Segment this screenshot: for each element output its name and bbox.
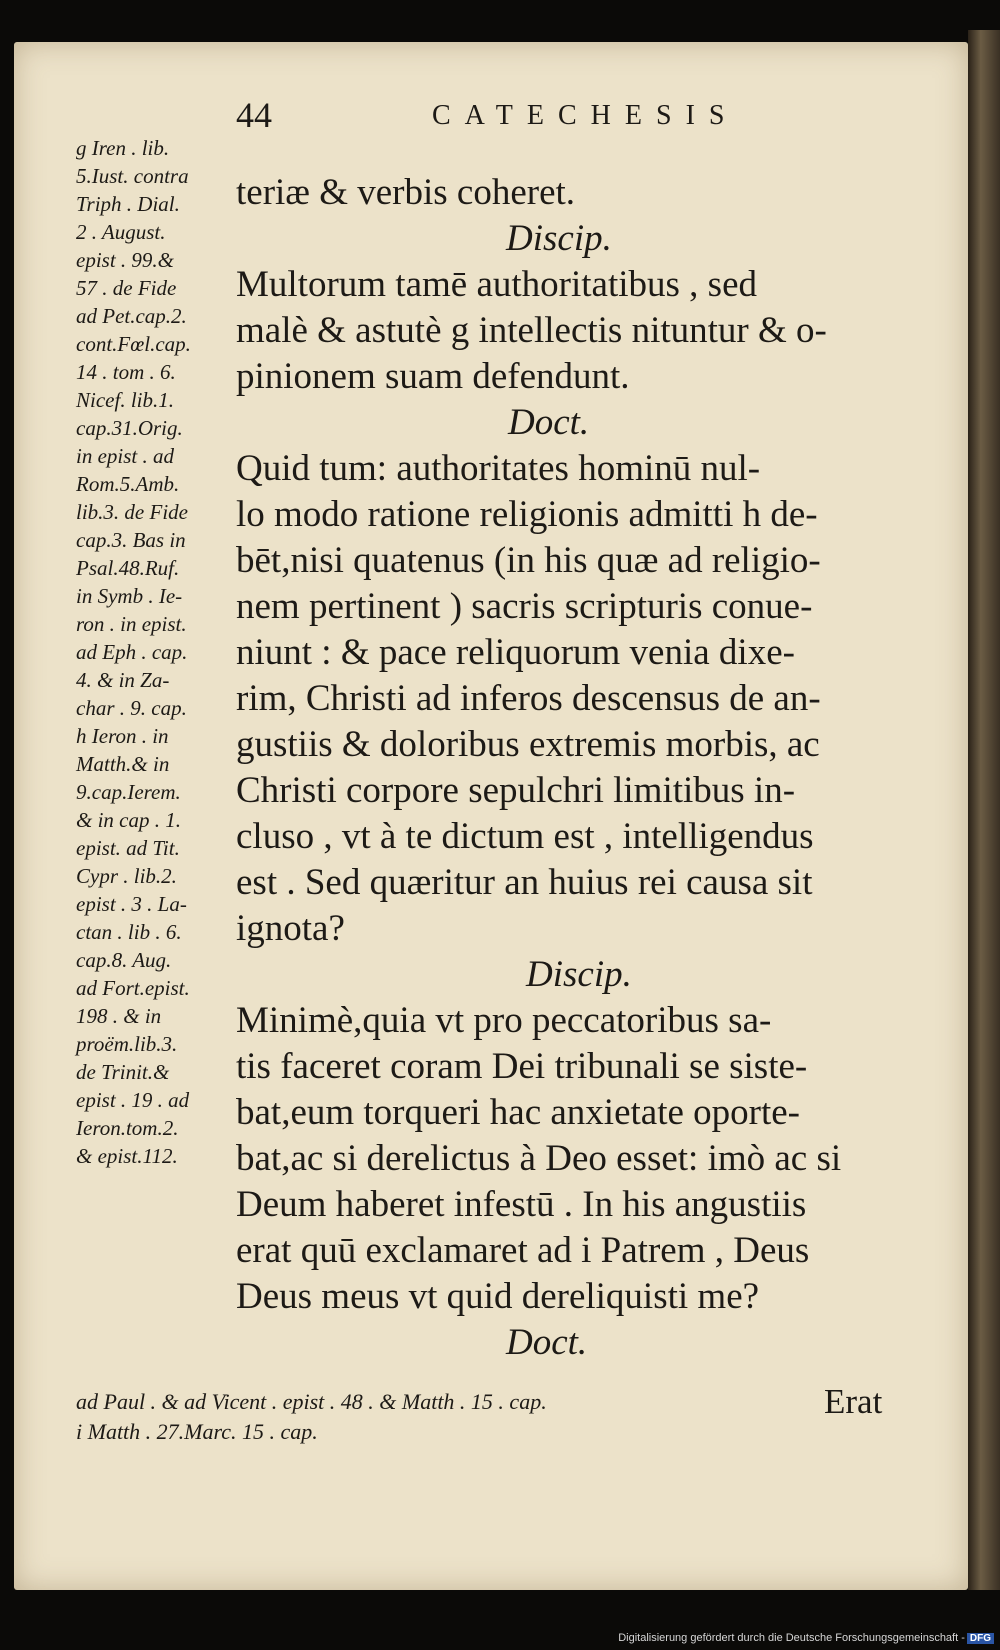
margin-note-line: epist . 19 . ad [76,1088,190,1112]
text-line: malè & astutè g intellectis nituntur & o- [236,310,827,351]
text-line: erat quū exclamaret ad i Patrem , Deus [236,1230,810,1271]
text-line: Deus meus vt quid dereliquisti me? [236,1276,760,1317]
text-line: bēt,nisi quatenus (in his quæ ad religio- [236,540,821,581]
margin-note-line: ad Eph . cap. [76,640,188,664]
text-line: Deum haberet infestū . In his angustiis [236,1184,807,1225]
text-line: lo modo ratione religionis admitti h de- [236,494,818,535]
margin-note-line: 198 . & in [76,1004,162,1028]
margin-note-line: 57 . de Fide [76,276,177,300]
text-line: niunt : & pace reliquorum venia dixe- [236,632,795,673]
running-title: CATECHESIS [432,100,739,131]
text-line: Minimè,quia vt pro peccatoribus sa- [236,1000,772,1041]
margin-note-line: Ieron.tom.2. [76,1116,179,1140]
text-line: gustiis & doloribus extremis morbis, ac [236,724,820,765]
margin-note-line: epist . 99.& [76,248,174,272]
text-line: bat,eum torqueri hac anxietate oporte- [236,1092,800,1133]
margin-note-line: ron . in epist. [76,612,187,636]
margin-note-line: ad Pet.cap.2. [76,304,187,328]
margin-note-line: Matth.& in [76,752,170,776]
text-line: cluso , vt à te dictum est , intelligendus [236,816,814,857]
text-line: Christi corpore sepulchri limitibus in- [236,770,796,811]
margin-note-line: lib.3. de Fide [76,500,188,524]
footnote-line: i Matth . 27.Marc. 15 . cap. [76,1419,318,1444]
margin-note-line: char . 9. cap. [76,696,187,720]
margin-note-line: cap.3. Bas in [76,528,186,552]
book-page [14,42,968,1590]
credit-text: Digitalisierung gefördert durch die Deutsche Forschungsgemeinschaft - [618,1632,965,1644]
margin-note-line: cap.31.Orig. [76,416,183,440]
text-line: Quid tum: authoritates hominū nul- [236,448,761,489]
margin-note-line: epist . 3 . La- [76,892,187,916]
catchword: Erat [824,1382,883,1421]
margin-note-line: 14 . tom . 6. [76,360,176,384]
margin-note-line: 9.cap.Ierem. [76,780,181,804]
margin-note-line: ad Fort.epist. [76,976,190,1000]
margin-note-line: & in cap . 1. [76,808,181,832]
page-number: 44 [236,95,272,135]
text-line: bat,ac si derelictus à Deo esset: imò ac si [236,1138,842,1179]
margin-note-line: Psal.48.Ruf. [76,556,180,580]
footnote-line: ad Paul . & ad Vicent . epist . 48 . & Matth . 15 . cap. [76,1389,547,1414]
book-edge [968,30,1000,1590]
speaker-label: Discip. [526,954,632,995]
margin-note-line: g Iren . lib. [76,136,170,160]
margin-note-line: 2 . August. [76,220,166,244]
margin-note-line: ctan . lib . 6. [76,920,182,944]
footnotes [76,1387,756,1447]
margin-note-line: h Ieron . in [76,724,169,748]
margin-note-line: & epist.112. [76,1144,178,1168]
text-line: pinionem suam defendunt. [236,356,630,397]
speaker-label: Doct. [506,1322,588,1363]
margin-note-line: proëm.lib.3. [76,1032,178,1056]
margin-note-line: cont.Fœl.cap. [76,332,191,356]
margin-note-line: epist. ad Tit. [76,836,180,860]
text-line: ignota? [236,908,345,949]
text-line: tis faceret coram Dei tribunali se siste- [236,1046,808,1087]
speaker-label: Discip. [506,218,612,259]
margin-note-line: in Symb . Ie- [76,584,183,608]
margin-note-line: Cypr . lib.2. [76,864,177,888]
margin-note-line: Rom.5.Amb. [76,472,180,496]
text-line: est . Sed quæritur an huius rei causa sit [236,862,813,903]
dfg-logo: DFG [967,1633,994,1644]
main-text [236,170,936,1366]
text-line: Multorum tamē authoritatibus , sed [236,264,757,305]
margin-note-line: Triph . Dial. [76,192,180,216]
margin-notes [76,134,236,1170]
margin-note-line: in epist . ad [76,444,174,468]
text-line: nem pertinent ) sacris scripturis conue- [236,586,813,627]
margin-note-line: Nicef. lib.1. [76,388,174,412]
speaker-label: Doct. [508,402,590,443]
text-line: teriæ & verbis coheret. [236,172,576,213]
margin-note-line: cap.8. Aug. [76,948,172,972]
text-line: rim, Christi ad inferos descensus de an- [236,678,821,719]
margin-note-line: 4. & in Za- [76,668,170,692]
margin-note-line: de Trinit.& [76,1060,170,1084]
margin-note-line: 5.Iust. contra [76,164,189,188]
digitization-credit [618,1632,994,1644]
